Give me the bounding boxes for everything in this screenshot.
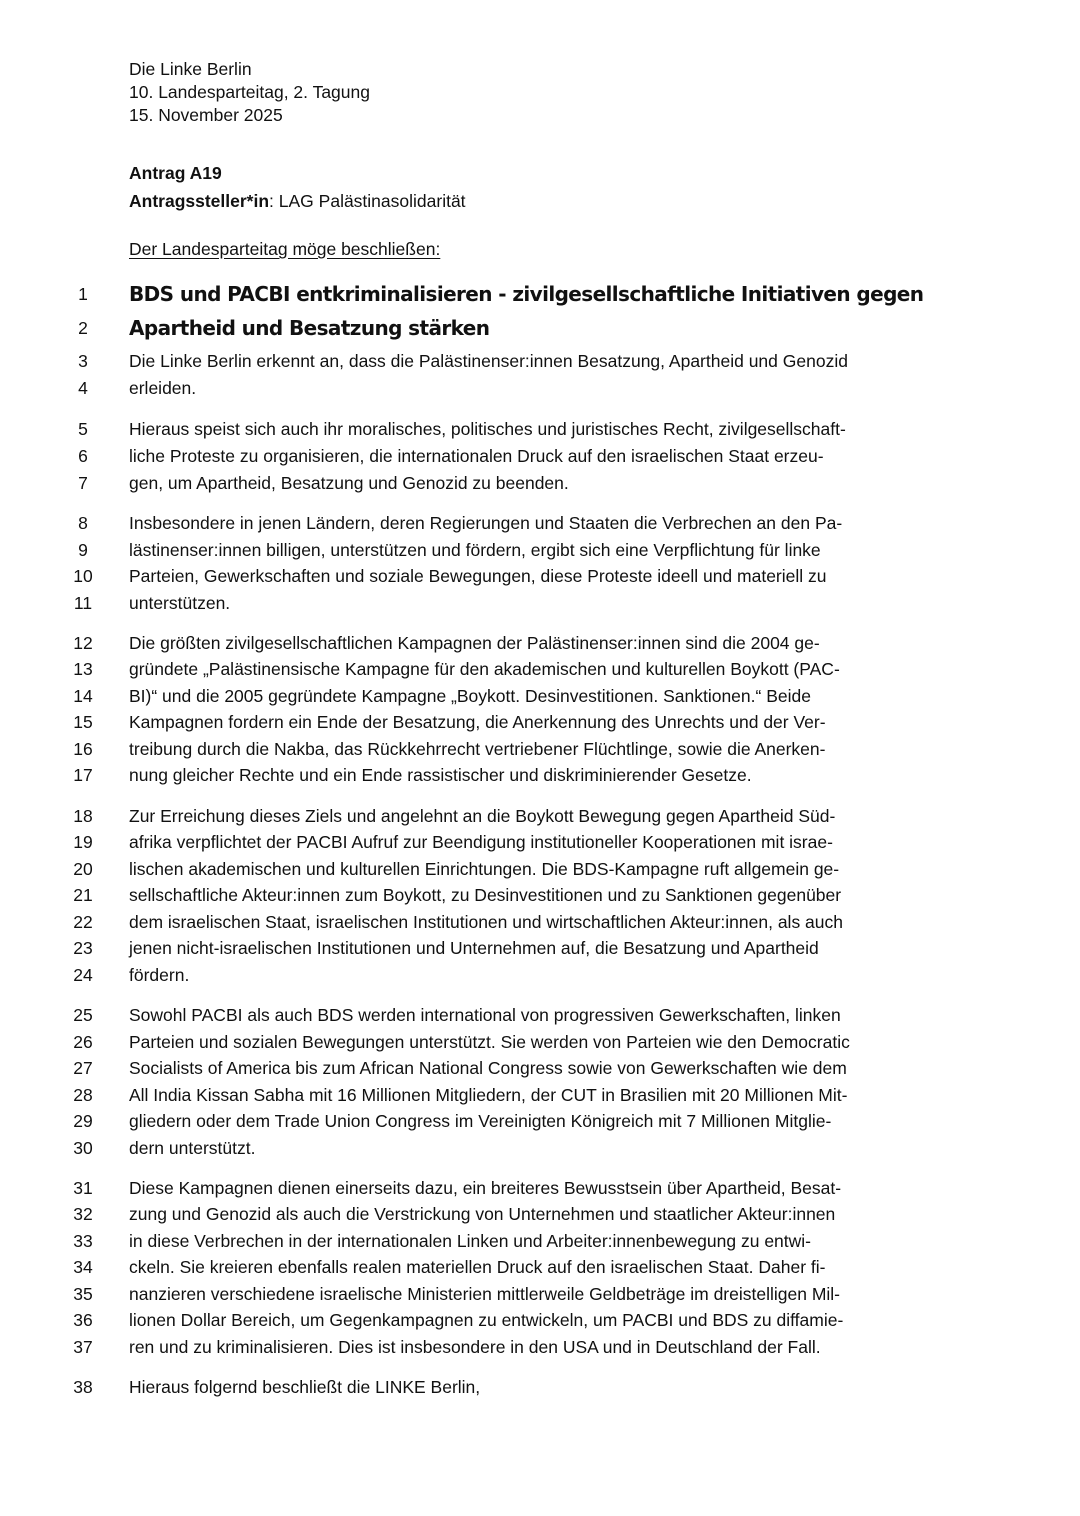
motion-text-line — [0, 1055, 1080, 1081]
line-text: lästinenser:innen billigen, unterstützen und fördern, ergibt sich eine Verpflichtung für linke — [129, 540, 821, 560]
motion-text-line — [0, 683, 1080, 709]
line-number: 34 — [73, 1257, 93, 1277]
line-number: 37 — [73, 1337, 93, 1357]
organization-name: Die Linke Berlin — [129, 59, 252, 79]
motion-text-line — [0, 1281, 1080, 1307]
motion-text-line — [0, 1029, 1080, 1055]
line-number: 25 — [73, 1005, 93, 1025]
line-number: 1 — [78, 284, 88, 304]
line-number: 28 — [73, 1085, 93, 1105]
line-number: 31 — [73, 1178, 93, 1198]
line-number: 19 — [73, 832, 93, 852]
line-text: BI)“ und die 2005 gegründete Kampagne „Boykott. Desinvestitionen. Sanktionen.“ Beide — [129, 686, 811, 706]
line-text: gliedern oder dem Trade Union Congress im Vereinigten Königreich mit 7 Millionen Mitglie- — [129, 1111, 832, 1131]
applicant-label: Antragssteller*in — [129, 191, 270, 211]
motion-id: Antrag A19 — [129, 163, 222, 183]
motion-text-line — [0, 1002, 1080, 1028]
motion-text-line — [0, 348, 1080, 374]
resolution-intro: Der Landesparteitag möge beschließen: — [129, 239, 441, 259]
line-text: lionen Dollar Bereich, um Gegenkampagnen zu entwickeln, um PACBI und BDS zu diffamie- — [129, 1310, 844, 1330]
line-number: 13 — [73, 659, 93, 679]
line-text: treibung durch die Nakba, das Rückkehrrecht vertriebener Flüchtlinge, sowie die Anerken- — [129, 739, 826, 759]
line-text: Die größten zivilgesellschaftlichen Kampagnen der Palästinenser:innen sind die 2004 ge- — [129, 633, 820, 653]
line-number: 15 — [73, 712, 93, 732]
event-date: 15. November 2025 — [129, 105, 283, 125]
line-number: 35 — [73, 1284, 93, 1304]
line-text: erleiden. — [129, 378, 197, 398]
line-number: 29 — [73, 1111, 93, 1131]
motion-text-line — [0, 375, 1080, 401]
line-text: Insbesondere in jenen Ländern, deren Regierungen und Staaten die Verbrechen an den Pa- — [129, 513, 843, 533]
line-text: Hieraus folgernd beschließt die LINKE Berlin, — [129, 1377, 481, 1397]
line-text: liche Proteste zu organisieren, die internationalen Druck auf den israelischen Staat erzeu- — [129, 446, 824, 466]
line-number: 33 — [73, 1231, 93, 1251]
line-text: dern unterstützt. — [129, 1138, 256, 1158]
motion-text-line — [0, 803, 1080, 829]
line-text: dem israelischen Staat, israelischen Institutionen und wirtschaftlichen Akteur:innen, als auch — [129, 912, 844, 932]
line-text: Kampagnen fordern ein Ende der Besatzung, die Anerkennung des Unrechts und der Ver- — [129, 712, 826, 732]
line-number: 11 — [73, 593, 93, 613]
motion-text-line — [0, 563, 1080, 589]
motion-text-line — [0, 762, 1080, 788]
motion-text-line — [0, 470, 1080, 496]
line-number: 8 — [78, 513, 88, 533]
line-text: Parteien und sozialen Bewegungen unterstützt. Sie werden von Parteien wie den Democratic — [129, 1032, 850, 1052]
line-number: 14 — [73, 686, 93, 706]
motion-text-line — [0, 1334, 1080, 1360]
line-text: in diese Verbrechen in der internationalen Linken und Arbeiter:innenbewegung zu entwi- — [129, 1231, 811, 1251]
line-text: Parteien, Gewerkschaften und soziale Bewegungen, diese Proteste ideell und materiell zu — [129, 566, 827, 586]
line-number: 38 — [73, 1377, 93, 1397]
applicant-line — [129, 190, 466, 212]
motion-text-line — [0, 510, 1080, 536]
line-text: Socialists of America bis zum African National Congress sowie von Gewerkschaften wie dem — [129, 1058, 847, 1078]
line-number: 32 — [73, 1204, 93, 1224]
motion-text-line — [0, 656, 1080, 682]
line-text: fördern. — [129, 965, 190, 985]
line-text: Zur Erreichung dieses Ziels und angelehnt an die Boykott Bewegung gegen Apartheid Süd- — [129, 806, 836, 826]
motion-title-line — [0, 313, 1080, 339]
line-number: 5 — [78, 419, 88, 439]
line-number: 2 — [78, 318, 88, 338]
motion-text-line — [0, 829, 1080, 855]
motion-text-line — [0, 1175, 1080, 1201]
line-text: Hieraus speist sich auch ihr moralisches, politisches und juristisches Recht, zivilgesellschaft- — [129, 419, 846, 439]
line-text: nung gleicher Rechte und ein Ende rassistischer und diskriminierender Gesetze. — [129, 765, 752, 785]
document-header — [129, 58, 370, 127]
line-text: sellschaftliche Akteur:innen zum Boykott, zu Desinvestitionen und zu Sanktionen gegenüber — [129, 885, 842, 905]
motion-text-line — [0, 1135, 1080, 1161]
line-number: 36 — [73, 1310, 93, 1330]
motion-text-line — [0, 630, 1080, 656]
motion-text-line — [0, 935, 1080, 961]
event-name: 10. Landesparteitag, 2. Tagung — [129, 82, 370, 102]
motion-text-line — [0, 882, 1080, 908]
line-number: 10 — [73, 566, 93, 586]
line-text: All India Kissan Sabha mit 16 Millionen Mitgliedern, der CUT in Brasilien mit 20 Millionen Mit- — [129, 1085, 848, 1105]
line-text: Diese Kampagnen dienen einerseits dazu, ein breiteres Bewusstsein über Apartheid, Besat- — [129, 1178, 842, 1198]
line-text: lischen akademischen und kulturellen Einrichtungen. Die BDS-Kampagne ruft allgemein ge- — [129, 859, 840, 879]
line-number: 20 — [73, 859, 93, 879]
line-text: jenen nicht-israelischen Institutionen und Unternehmen auf, die Besatzung und Apartheid — [129, 938, 819, 958]
line-text: gründete „Palästinensische Kampagne für den akademischen und kulturellen Boykott (PAC- — [129, 659, 840, 679]
motion-text-line — [0, 1254, 1080, 1280]
line-number: 17 — [73, 765, 93, 785]
line-number: 4 — [78, 378, 88, 398]
motion-text-line — [0, 590, 1080, 616]
line-number: 26 — [73, 1032, 93, 1052]
line-number: 6 — [78, 446, 88, 466]
line-number: 23 — [73, 938, 93, 958]
motion-text-line — [0, 1108, 1080, 1134]
line-text: ckeln. Sie kreieren ebenfalls realen materiellen Druck auf den israelischen Staat. Daher fi- — [129, 1257, 826, 1277]
line-number: 24 — [73, 965, 93, 985]
line-text: gen, um Apartheid, Besatzung und Genozid zu beenden. — [129, 473, 569, 493]
line-text: afrika verpflichtet der PACBI Aufruf zur Beendigung institutioneller Kooperationen mit israe- — [129, 832, 833, 852]
motion-text-line — [0, 1082, 1080, 1108]
motion-text-line — [0, 1228, 1080, 1254]
line-number: 30 — [73, 1138, 93, 1158]
line-number: 27 — [73, 1058, 93, 1078]
motion-text-line — [0, 709, 1080, 735]
line-text: unterstützen. — [129, 593, 231, 613]
line-number: 9 — [78, 540, 88, 560]
motion-text-line — [0, 736, 1080, 762]
line-text: Apartheid und Besatzung stärken — [129, 316, 490, 340]
line-number: 12 — [73, 633, 93, 653]
motion-text-line — [0, 443, 1080, 469]
line-text: nanzieren verschiedene israelische Ministerien mittlerweile Geldbeträge im dreistelligen Mil- — [129, 1284, 841, 1304]
line-number: 7 — [78, 473, 88, 493]
line-number: 16 — [73, 739, 93, 759]
motion-text-line — [0, 537, 1080, 563]
applicant-separator: : — [269, 191, 279, 211]
motion-text-line — [0, 856, 1080, 882]
line-text: zung und Genozid als auch die Verstrickung von Unternehmen und staatlicher Akteur:innen — [129, 1204, 836, 1224]
line-number: 18 — [73, 806, 93, 826]
line-text: ren und zu kriminalisieren. Dies ist insbesondere in den USA und in Deutschland der Fall. — [129, 1337, 821, 1357]
motion-text-line — [0, 909, 1080, 935]
motion-text-line — [0, 1374, 1080, 1400]
line-text: BDS und PACBI entkriminalisieren - zivilgesellschaftliche Initiativen gegen — [129, 282, 924, 306]
motion-text-line — [0, 1201, 1080, 1227]
motion-text-line — [0, 1307, 1080, 1333]
line-number: 21 — [73, 885, 93, 905]
motion-text-line — [0, 416, 1080, 442]
line-text: Sowohl PACBI als auch BDS werden international von progressiven Gewerkschaften, linken — [129, 1005, 841, 1025]
motion-title-line — [0, 279, 1080, 305]
motion-text-line — [0, 962, 1080, 988]
applicant-value: LAG Palästinasolidarität — [278, 191, 466, 211]
line-number: 3 — [78, 351, 88, 371]
line-text: Die Linke Berlin erkennt an, dass die Palästinenser:innen Besatzung, Apartheid und Genozid — [129, 351, 848, 371]
line-number: 22 — [73, 912, 93, 932]
